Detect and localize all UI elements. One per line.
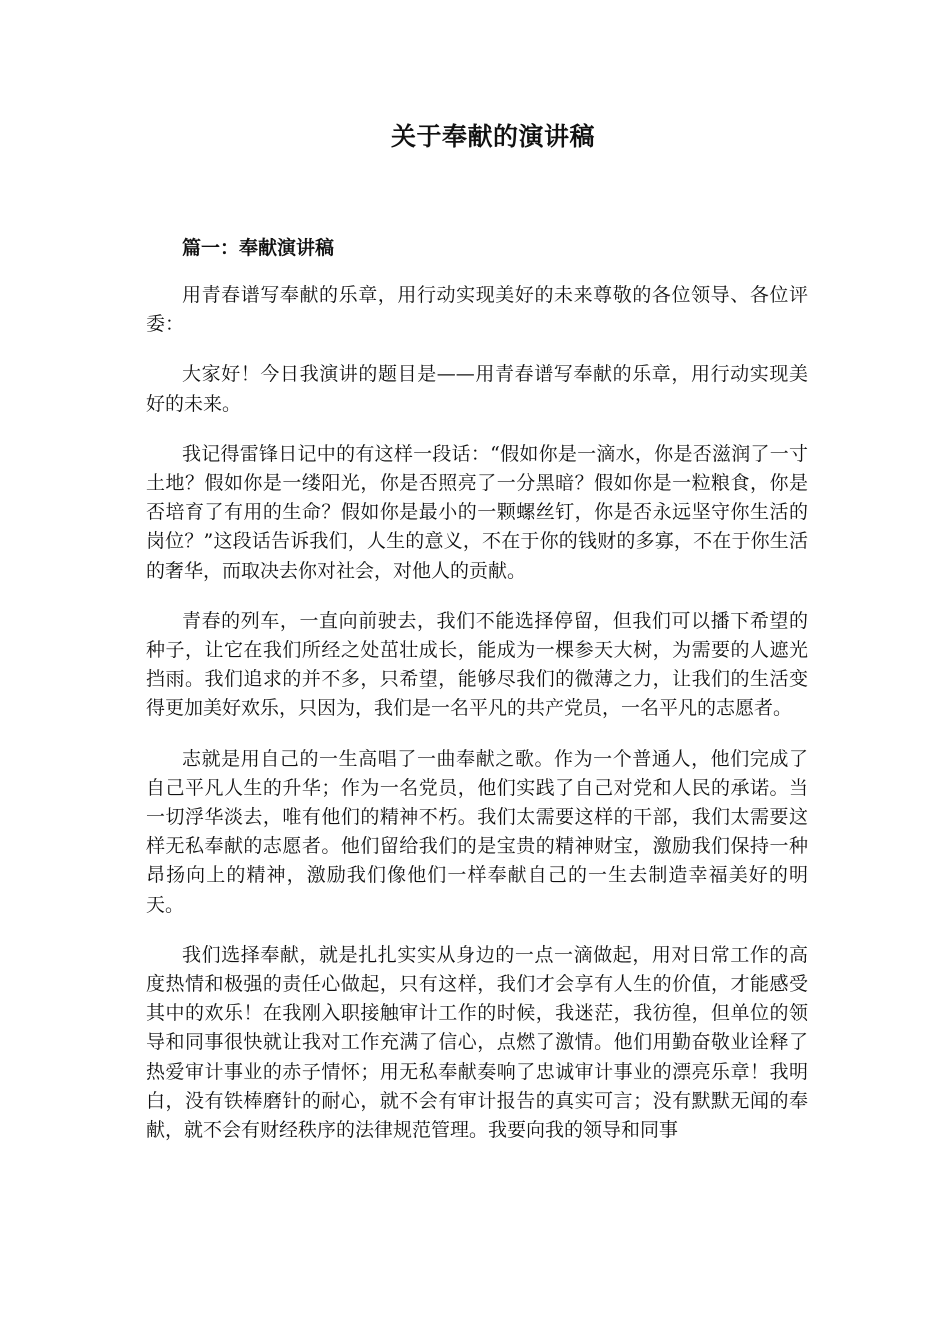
document-title: 关于奉献的演讲稿	[390, 122, 595, 151]
document-body	[146, 234, 808, 1166]
section-heading: 篇一：奉献演讲稿	[182, 237, 335, 259]
paragraph-6: 我们选择奉献，就是扎扎实实从身边的一点一滴做起，用对日常工作的高度热情和极强的责任心做起，只有这样，我们才会享有人生的价值，才能感受其中的欢乐！在我刚入职接触审计工作的时候，我迷茫，我彷徨，但单位的领导和同事很快就让我对工作充满了信心，点燃了激情。他们用勤奋敬业诠释了热爱审计事业的赤子情怀；用无私奉献奏响了忠诚审计事业的漂亮乐章！我明白，没有铁棒磨针的耐心，就不会有审计报告的真实可言；没有默默无闻的奉献，就不会有财经秩序的法律规范管理。我要向我的领导和同事	[146, 943, 808, 1142]
paragraph-2: 大家好！今日我演讲的题目是——用青春谱写奉献的乐章，用行动实现美好的未来。	[146, 363, 808, 415]
paragraph-1: 用青春谱写奉献的乐章，用行动实现美好的未来尊敬的各位领导、各位评委：	[146, 284, 808, 336]
paragraph-4: 青春的列车，一直向前驶去，我们不能选择停留，但我们可以播下希望的种子，让它在我们所经之处茁壮成长，能成为一棵参天大树，为需要的人遮光挡雨。我们追求的并不多，只希望，能够尽我们的微薄之力，让我们的生活变得更加美好欢乐，只因为，我们是一名平凡的共产党员，一名平凡的志愿者。	[146, 609, 808, 720]
paragraph-5: 志就是用自己的一生高唱了一曲奉献之歌。作为一个普通人，他们完成了自己平凡人生的升华；作为一名党员，他们实践了自己对党和人民的承诺。当一切浮华淡去，唯有他们的精神不朽。我们太需要这样的干部，我们太需要这样无私奉献的志愿者。他们留给我们的是宝贵的精神财宝，激励我们保持一种昂扬向上的精神，激励我们像他们一样奉献自己的一生去制造幸福美好的明天。	[146, 747, 808, 916]
paragraph-3: 我记得雷锋日记中的有这样一段话：“假如你是一滴水，你是否滋润了一寸土地？假如你是一缕阳光，你是否照亮了一分黑暗？假如你是一粒粮食，你是否培育了有用的生命？假如你是最小的一颗螺丝钉，你是否永远坚守你生活的岗位？”这段话告诉我们，人生的意义，不在于你的钱财的多寡，不在于你生活的奢华，而取决去你对社会，对他人的贡献。	[146, 442, 808, 582]
